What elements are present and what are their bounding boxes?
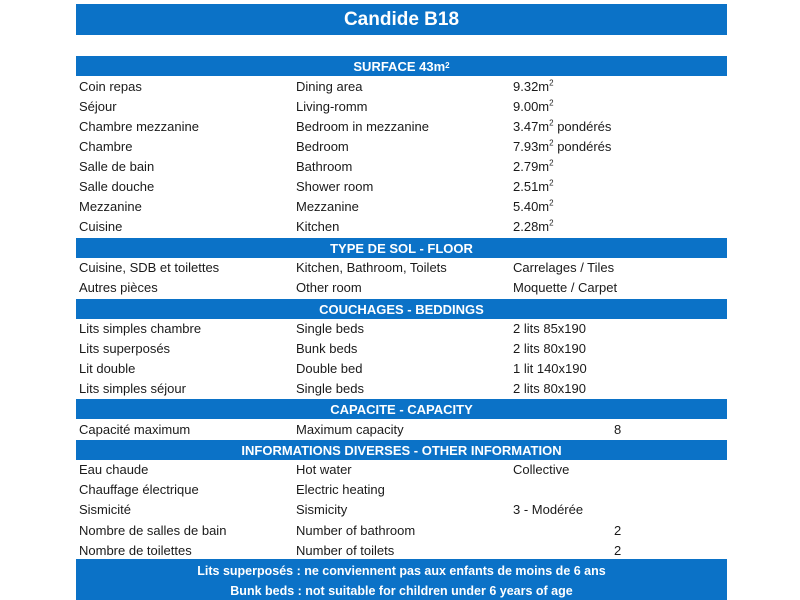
section-surface-label: SURFACE 43m (353, 58, 446, 74)
value: Carrelages / Tiles (513, 260, 615, 275)
label-fr: Sismicité (79, 502, 132, 517)
value: $9.32m^2$ (513, 78, 554, 94)
table-row (76, 77, 727, 97)
label-en: Number of toilets (296, 543, 395, 558)
label-fr: Lits simples séjour (79, 381, 186, 396)
value: 3 - Modérée (513, 502, 584, 517)
label-en: Double bed (296, 361, 363, 376)
label-fr: Nombre de salles de bain (79, 523, 227, 538)
label-fr: Séjour (79, 99, 117, 114)
table-row (76, 319, 727, 339)
table-row (76, 500, 727, 520)
count-value: 2 (614, 523, 622, 538)
table-row (76, 97, 727, 117)
table-row (76, 541, 727, 561)
label-en: Sismicity (296, 502, 348, 517)
table-row (76, 521, 727, 541)
section-header-capacity: CAPACITE - CAPACITY (76, 399, 727, 419)
label-en: Mezzanine (296, 199, 359, 214)
label-en: Bunk beds (296, 341, 358, 356)
value: $7.93m^2$ pondérés (513, 138, 612, 154)
table-row (76, 460, 727, 480)
page-title: Candide B18 (76, 4, 727, 35)
label-fr: Lits superposés (79, 341, 171, 356)
value: 2 lits 80x190 (513, 381, 586, 396)
label-fr: Chambre mezzanine (79, 119, 199, 134)
label-en: Maximum capacity (296, 422, 404, 437)
table-row (76, 258, 727, 278)
section-header-other: INFORMATIONS DIVERSES - OTHER INFORMATION (76, 440, 727, 460)
label-fr: Chauffage électrique (79, 482, 199, 497)
label-fr: Cuisine, SDB et toilettes (79, 260, 220, 275)
label-fr: Salle de bain (79, 159, 155, 174)
label-fr: Mezzanine (79, 199, 142, 214)
label-en: Living-romm (296, 99, 368, 114)
label-fr: Autres pièces (79, 280, 158, 295)
value: Collective (513, 462, 570, 477)
label-en: Other room (296, 280, 362, 295)
label-fr: Salle douche (79, 179, 155, 194)
label-en: Dining area (296, 79, 363, 94)
section-header-floor: TYPE DE SOL - FLOOR (76, 238, 727, 258)
value: 2 lits 85x190 (513, 321, 586, 336)
label-fr: Cuisine (79, 219, 123, 234)
table-row (76, 379, 727, 399)
capacity-value: 8 (614, 422, 622, 437)
footer-notice (76, 559, 727, 600)
table-row (76, 177, 727, 197)
label-fr: Capacité maximum (79, 422, 191, 437)
label-en: Kitchen (296, 219, 340, 234)
value: $2.28m^2$ (513, 218, 554, 234)
label-en: Electric heating (296, 482, 385, 497)
label-fr: Nombre de toilettes (79, 543, 192, 558)
label-en: Single beds (296, 321, 364, 336)
label-en: Hot water (296, 462, 352, 477)
section-header-surface: SURFACE 43m 2 (76, 56, 727, 76)
value: $5.40m^2$ (513, 198, 554, 214)
value: $3.47m^2$ pondérés (513, 118, 612, 134)
label-en: Bathroom (296, 159, 353, 174)
label-en: Single beds (296, 381, 364, 396)
count-value: 2 (614, 543, 622, 558)
label-fr: Lits simples chambre (79, 321, 202, 336)
value: $2.79m^2$ (513, 158, 554, 174)
table-row (76, 197, 727, 217)
table-row (76, 278, 727, 298)
label-en: Bedroom in mezzanine (296, 119, 429, 134)
label-en: Number of bathroom (296, 523, 416, 538)
section-header-beddings: COUCHAGES - BEDDINGS (76, 299, 727, 319)
label-fr: Chambre (79, 139, 133, 154)
table-row (76, 480, 727, 500)
value: 2 lits 80x190 (513, 341, 586, 356)
value: Moquette / Carpet (513, 280, 618, 295)
footer-note-fr: Lits superposés : ne conviennent pas aux enfants de moins de 6 ans (197, 564, 606, 578)
label-en: Kitchen, Bathroom, Toilets (296, 260, 447, 275)
table-row (76, 117, 727, 137)
label-en: Shower room (296, 179, 374, 194)
label-fr: Coin repas (79, 79, 142, 94)
table-row (76, 137, 727, 157)
label-fr: Lit double (79, 361, 136, 376)
table-row (76, 359, 727, 379)
footer-note-en: Bunk beds : not suitable for children under 6 years of age (230, 584, 573, 598)
table-row (76, 157, 727, 177)
value: $9.00m^2$ (513, 98, 554, 114)
value: $2.51m^2$ (513, 178, 554, 194)
value: 1 lit 140x190 (513, 361, 587, 376)
label-fr: Eau chaude (79, 462, 149, 477)
label-en: Bedroom (296, 139, 349, 154)
table-row (76, 420, 727, 440)
table-row (76, 339, 727, 359)
table-row (76, 217, 727, 237)
